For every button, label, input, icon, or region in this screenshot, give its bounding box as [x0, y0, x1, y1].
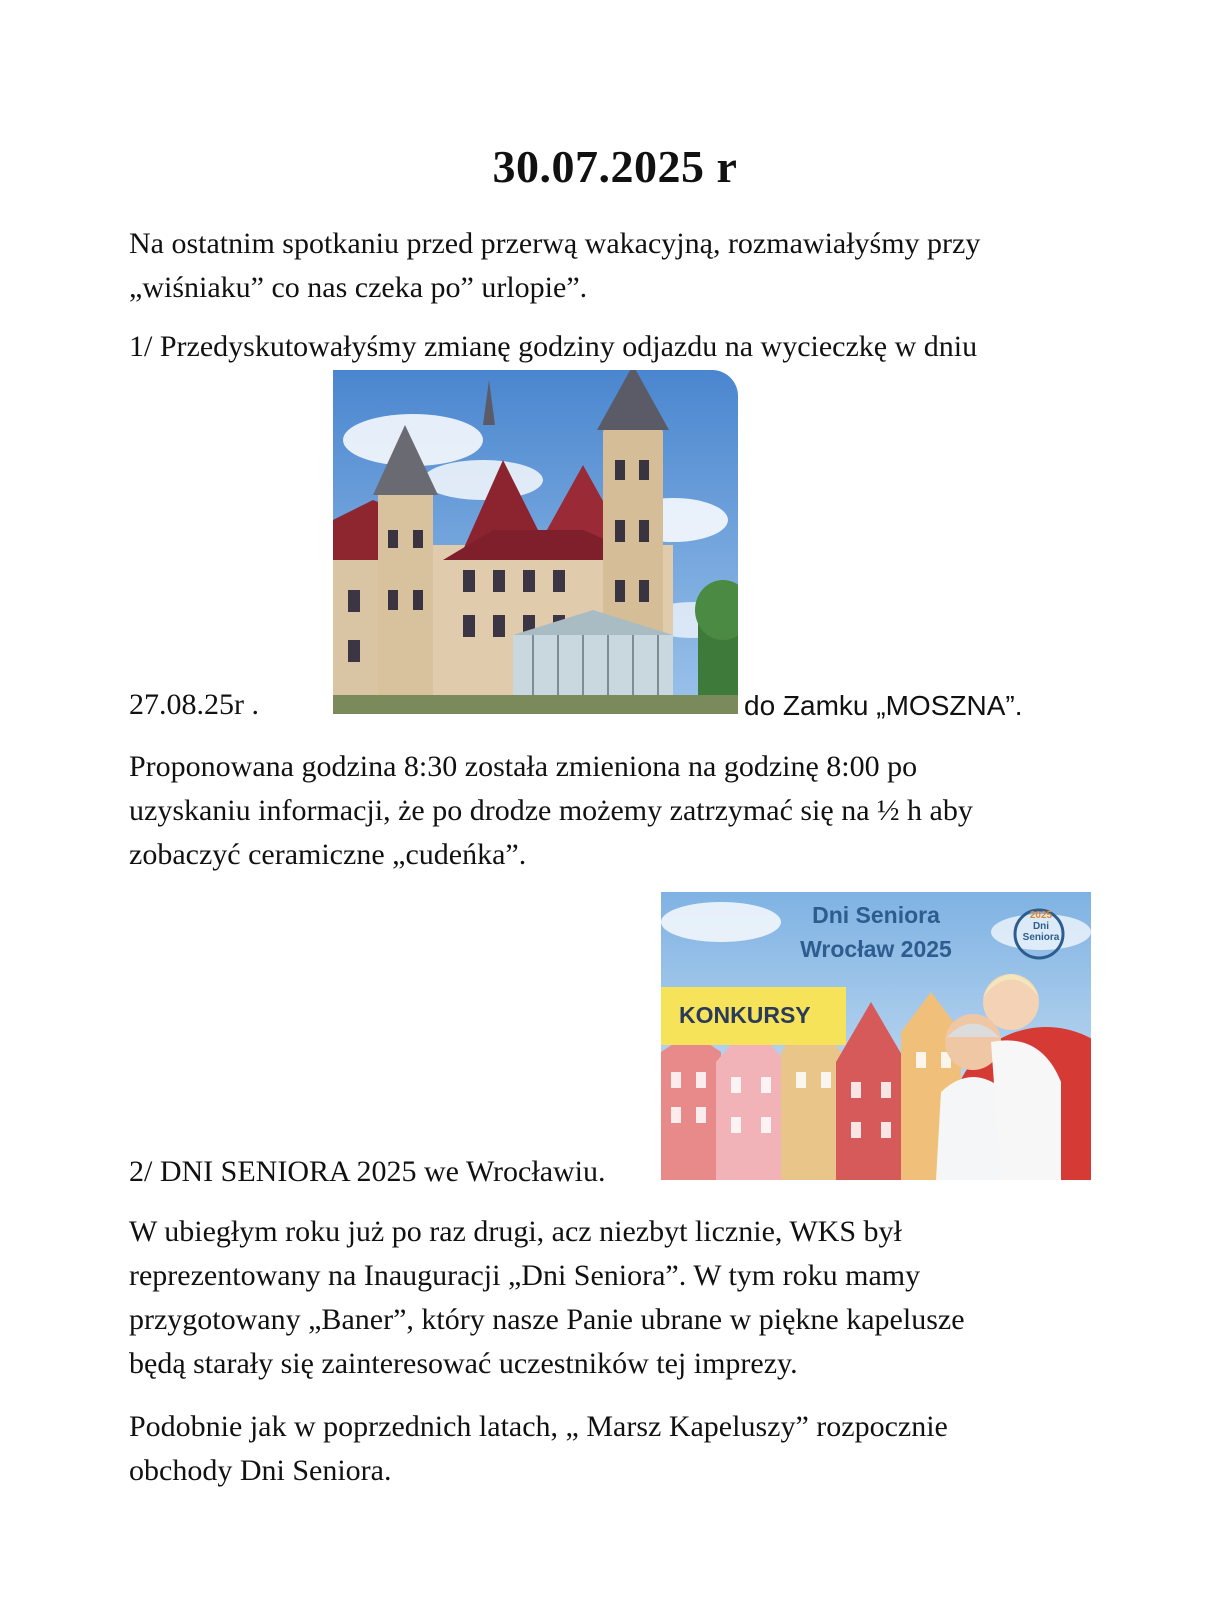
- banner-logo: [1016, 910, 1066, 943]
- item2-details-line-3: przygotowany „Baner”, który nasze Panie ubrane w piękne kapelusze: [129, 1303, 965, 1336]
- closing-line-2: obchody Dni Seniora.: [129, 1454, 392, 1487]
- banner-logo-text: Dni Seniora: [1022, 921, 1060, 943]
- item2-heading: 2/ DNI SENIORA 2025 we Wrocławiu.: [129, 1155, 606, 1188]
- item2-details-line-1: W ubiegłym roku już po raz drugi, acz niezbyt licznie, WKS był: [129, 1215, 902, 1248]
- item1-details-line-1: Proponowana godzina 8:30 została zmieniona na godzinę 8:00 po: [129, 750, 918, 783]
- closing-line-1: Podobnie jak w poprzednich latach, „ Marsz Kapeluszy” rozpocznie: [129, 1410, 948, 1443]
- item1-destination: do Zamku „MOSZNA”.: [744, 690, 1023, 721]
- castle-photo: [333, 370, 738, 714]
- item1-details-line-2: uzyskaniu informacji, że po drodze możemy zatrzymać się na ½ h aby: [129, 794, 973, 827]
- page-title: 30.07.2025 r: [492, 141, 738, 192]
- banner-label: KONKURSY: [679, 1002, 811, 1028]
- intro-line-1: Na ostatnim spotkaniu przed przerwą wakacyjną, rozmawiałyśmy przy: [129, 227, 981, 260]
- intro-paragraph: [129, 222, 1129, 310]
- item1-details-line-3: zobaczyć ceramiczne „cudeńka”.: [129, 838, 527, 871]
- item2-details-line-4: będą starały się zainteresować uczestników tej imprezy.: [129, 1347, 798, 1380]
- dni-seniora-banner: [661, 892, 1091, 1180]
- intro-line-2: „wiśniaku” co nas czeka po” urlopie”.: [129, 271, 588, 304]
- item1-date: 27.08.25r .: [129, 688, 259, 721]
- banner-logo-year: 2025: [1029, 910, 1053, 921]
- item1-line: 1/ Przedyskutowałyśmy zmianę godziny odjazdu na wycieczkę w dniu: [129, 330, 978, 363]
- closing-paragraph: [129, 1405, 1129, 1493]
- item2-details-line-2: reprezentowany na Inauguracji „Dni Seniora”. W tym roku mamy: [129, 1259, 921, 1292]
- banner-title-line-1: Dni Seniora: [812, 902, 940, 928]
- item2-details: [129, 1210, 1129, 1386]
- item1-details: [129, 745, 1129, 877]
- banner-title-line-2: Wrocław 2025: [800, 936, 952, 962]
